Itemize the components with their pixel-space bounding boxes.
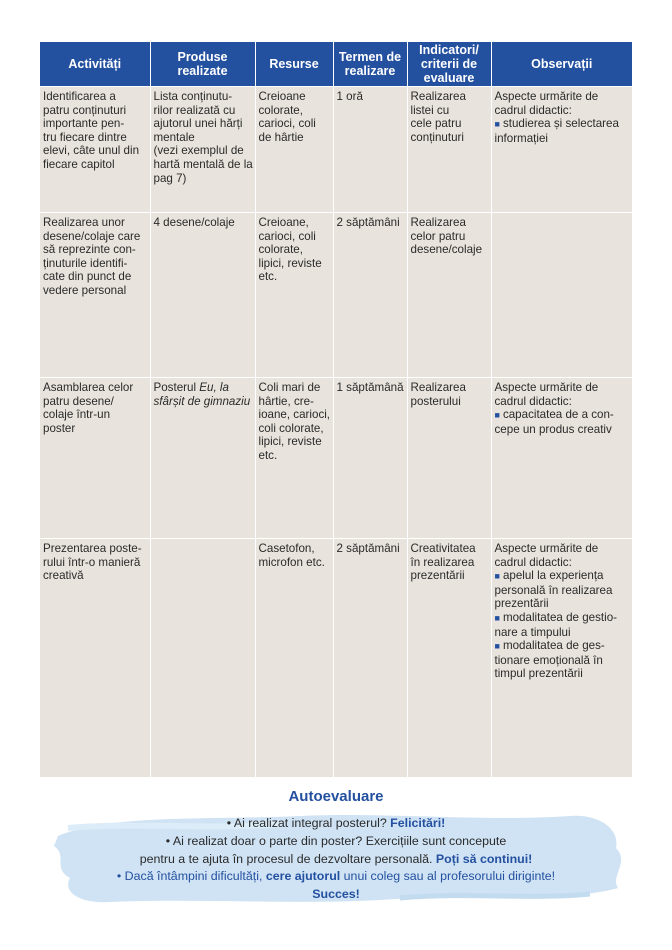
cell-produse	[150, 539, 255, 777]
cell-line: ioane, carioci,	[258, 408, 331, 422]
cell-line: carioci, coli	[258, 229, 316, 243]
cell-line: Coli mari de	[258, 381, 321, 394]
cell-termen	[333, 87, 407, 213]
cell-line: poster	[43, 421, 76, 435]
cell-line: Realizarea unor	[43, 216, 125, 229]
cell-line: pag 7)	[153, 171, 187, 185]
square-bullet-icon: ■	[494, 612, 500, 623]
observatii-bullet-line: cepe un produs creativ	[494, 422, 612, 436]
header-indicatori	[407, 42, 491, 87]
cell-termen	[333, 213, 407, 378]
cell-line: 1 oră	[336, 90, 363, 103]
cell-line: Realizarea	[410, 90, 466, 103]
cell-line: Activități	[68, 57, 122, 71]
cell-activitate	[40, 87, 150, 213]
observatii-intro: cadrul didactic:	[494, 103, 572, 117]
cell-line: vedere personal	[43, 283, 127, 297]
cell-line: Casetofon,	[258, 542, 315, 555]
cell-line: 2 săptămâni	[336, 216, 400, 229]
cell-line: rului într-o manieră	[43, 555, 141, 569]
header-termen	[333, 42, 407, 87]
cell-line: lipici, reviste	[258, 256, 322, 270]
cell-line: hartă mentală de la	[153, 157, 253, 171]
cell-line: posterului	[410, 394, 461, 408]
cell-line: în realizarea	[410, 555, 475, 569]
cell-activitate	[40, 378, 150, 539]
cell-resurse	[255, 87, 333, 213]
cell-line: ținuturile identifi-	[43, 256, 128, 270]
observatii-intro: cadrul didactic:	[494, 555, 572, 569]
cell-activitate	[40, 213, 150, 378]
cell-observatii	[491, 213, 632, 378]
cell-line: cate din punct de	[43, 270, 132, 284]
cell-line: patru desene/	[43, 394, 114, 408]
observatii-bullet-line: ■ capacitatea de a con-	[494, 408, 614, 422]
activity-plan-table	[40, 42, 632, 777]
cell-line: Realizarea	[410, 381, 466, 394]
cell-line: Indicatori/	[419, 43, 479, 57]
cell-line: patru conținuturi	[43, 103, 127, 117]
square-bullet-icon: ■	[494, 119, 500, 130]
cell-line: elevi, câte unul din	[43, 144, 140, 158]
cell-line: Produse	[177, 50, 228, 64]
cell-line: Observații	[531, 57, 593, 71]
cell-line: coli colorate,	[258, 421, 324, 435]
cell-line: celor patru	[410, 229, 466, 243]
cell-produse	[150, 87, 255, 213]
table-row	[40, 213, 632, 378]
cell-line: realizate	[177, 64, 228, 78]
table-row	[40, 539, 632, 777]
table-row	[40, 87, 632, 213]
header-produse	[150, 42, 255, 87]
cell-line: listei cu	[410, 103, 450, 117]
cell-line: colorate,	[258, 243, 303, 257]
cell-produse	[150, 213, 255, 378]
cell-termen	[333, 539, 407, 777]
header-activitati	[40, 42, 150, 87]
square-bullet-icon: ■	[494, 571, 500, 582]
cell-line: conținuturi	[410, 130, 464, 144]
cell-line: tru fiecare dintre	[43, 130, 127, 144]
square-bullet-icon: ■	[494, 641, 500, 652]
cell-line: să reprezinte con-	[43, 243, 136, 257]
observatii-bullet-line: ■ modalitatea de gestio-	[494, 610, 618, 624]
cell-line: 1 săptămână	[336, 381, 404, 394]
cell-line: 4 desene/colaje	[153, 216, 235, 229]
cell-line: mentale	[153, 130, 195, 144]
cell-line: prezentării	[410, 569, 465, 583]
cell-observatii	[491, 378, 632, 539]
observatii-bullet-line: tionare emoțională în	[494, 653, 603, 667]
observatii-bullet-line: ■ apelul la experiența	[494, 569, 604, 583]
cell-line: carioci, coli	[258, 117, 316, 131]
cell-line: etc.	[258, 270, 278, 284]
cell-line: creativă	[43, 569, 84, 583]
cell-line: microfon etc.	[258, 555, 325, 569]
cell-line: Identificarea a	[43, 90, 116, 103]
cell-line: Creioane,	[258, 216, 309, 229]
cell-line: lipici, reviste	[258, 435, 322, 449]
cell-line: Prezentarea poste-	[43, 542, 142, 555]
observatii-intro: Aspecte urmărite de	[494, 381, 599, 394]
cell-line: etc.	[258, 448, 278, 462]
cell-line: ajutorul unei hărți	[153, 117, 243, 131]
autoeval-line: • Dacă întâmpini dificultăți, cere ajutorul unui coleg sau al profesorului diriginte!	[116, 869, 556, 884]
autoeval-line: pentru a te ajuta în procesul de dezvoltare personală. Poți să continui!	[139, 851, 533, 866]
cell-line: de hârtie	[258, 130, 304, 144]
cell-line: Creativitatea	[410, 542, 476, 555]
cell-resurse	[255, 213, 333, 378]
cell-line: colorate,	[258, 103, 303, 117]
cell-resurse	[255, 539, 333, 777]
header-resurse	[255, 42, 333, 87]
cell-indicatori	[407, 378, 491, 539]
table-header-row	[40, 42, 632, 87]
cell-indicatori	[407, 87, 491, 213]
observatii-intro: Aspecte urmărite de	[494, 542, 599, 555]
cell-observatii	[491, 87, 632, 213]
cell-resurse	[255, 378, 333, 539]
autoevaluare-text	[0, 815, 672, 904]
observatii-bullet-line: prezentării	[494, 597, 549, 611]
cell-line: desene/colaje	[410, 243, 483, 257]
observatii-bullet-line: ■ modalitatea de ges-	[494, 639, 605, 653]
cell-indicatori	[407, 539, 491, 777]
square-bullet-icon: ■	[494, 410, 500, 421]
cell-indicatori	[407, 213, 491, 378]
cell-termen	[333, 378, 407, 539]
cell-observatii	[491, 539, 632, 777]
cell-line: evaluare	[423, 71, 475, 85]
cell-line: Realizarea	[410, 216, 466, 229]
cell-line: (vezi exemplul de	[153, 144, 244, 158]
cell-line: colaje într-un	[43, 408, 111, 422]
autoeval-line: • Ai realizat doar o parte din poster? Exercițiile sunt concepute	[165, 833, 507, 848]
cell-activitate	[40, 539, 150, 777]
cell-line: realizare	[344, 64, 396, 78]
observatii-bullet-line: personală în realizarea	[494, 583, 613, 597]
cell-line: cele patru	[410, 117, 462, 131]
table-row	[40, 378, 632, 539]
cell-line: Termen de	[338, 50, 402, 64]
header-observatii	[491, 42, 632, 87]
cell-line: rilor realizată cu	[153, 103, 236, 117]
observatii-bullet-line: timpul prezentării	[494, 667, 583, 681]
observatii-bullet-line: ■ studierea și selectarea	[494, 117, 619, 131]
cell-line: Asamblarea celor	[43, 381, 134, 394]
autoeval-line: • Ai realizat integral posterul? Felicitări!	[226, 816, 446, 830]
cell-line: hârtie, cre-	[258, 394, 314, 408]
cell-line: Resurse	[269, 57, 319, 71]
cell-line: fiecare capitol	[43, 157, 115, 171]
observatii-bullet-line: nare a timpului	[494, 625, 571, 639]
observatii-bullet-line: informației	[494, 131, 548, 145]
observatii-intro: cadrul didactic:	[494, 394, 572, 408]
observatii-intro: Aspecte urmărite de	[494, 90, 599, 103]
autoevaluare-title: Autoevaluare	[288, 788, 384, 805]
cell-line: 2 săptămâni	[336, 542, 400, 555]
autoeval-line: Succes!	[312, 887, 360, 902]
cell-line: desene/colaje care	[43, 229, 141, 243]
cell-line: Creioane	[258, 90, 306, 103]
cell-line: importante pen-	[43, 117, 125, 131]
cell-line: criterii de	[420, 57, 478, 71]
cell-produse: Posterul Eu, la sfârșit de gimnaziu	[150, 378, 255, 539]
cell-line: Lista conținutu-	[153, 90, 233, 103]
